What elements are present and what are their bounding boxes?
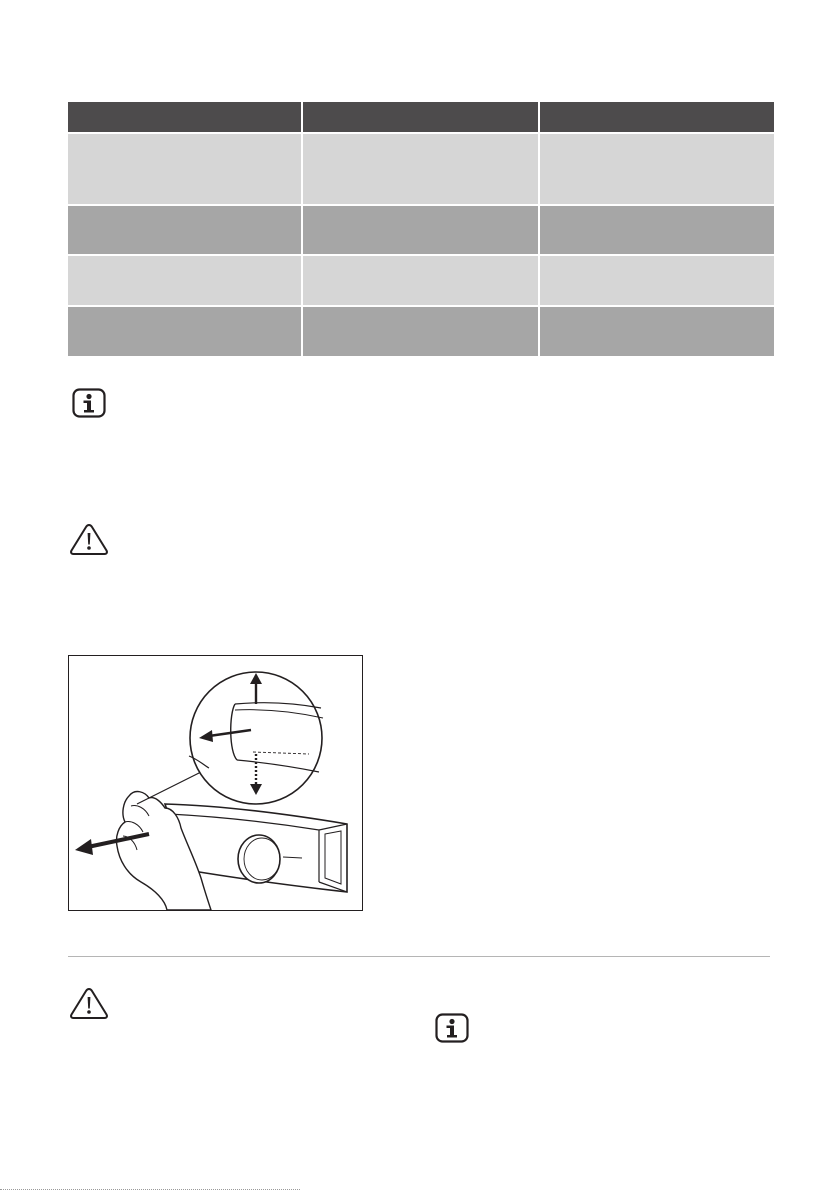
table-row — [68, 133, 774, 205]
table-header-cell — [539, 102, 774, 133]
table-row — [68, 306, 774, 356]
table-cell — [539, 255, 774, 306]
table-cell — [68, 255, 302, 306]
table-row — [68, 255, 774, 306]
table-cell — [302, 306, 539, 356]
table-cell — [68, 306, 302, 356]
warning-icon — [68, 522, 110, 556]
footer-dotted-line — [0, 1189, 300, 1190]
table-cell — [539, 306, 774, 356]
table-cell — [302, 255, 539, 306]
data-table — [68, 102, 774, 356]
table-header-cell — [68, 102, 302, 133]
table-header-row — [68, 102, 774, 133]
info-icon — [72, 388, 106, 418]
table-cell — [68, 205, 302, 255]
figure-drawer-illustration — [68, 655, 363, 911]
table-cell — [302, 133, 539, 205]
section-divider — [68, 956, 770, 957]
table-cell — [539, 205, 774, 255]
table-row — [68, 205, 774, 255]
warning-icon — [68, 986, 110, 1020]
table-cell — [539, 133, 774, 205]
table-header-cell — [302, 102, 539, 133]
table-cell — [302, 205, 539, 255]
table-cell — [68, 133, 302, 205]
drawer-illustration — [69, 656, 362, 910]
info-icon — [435, 1013, 469, 1043]
